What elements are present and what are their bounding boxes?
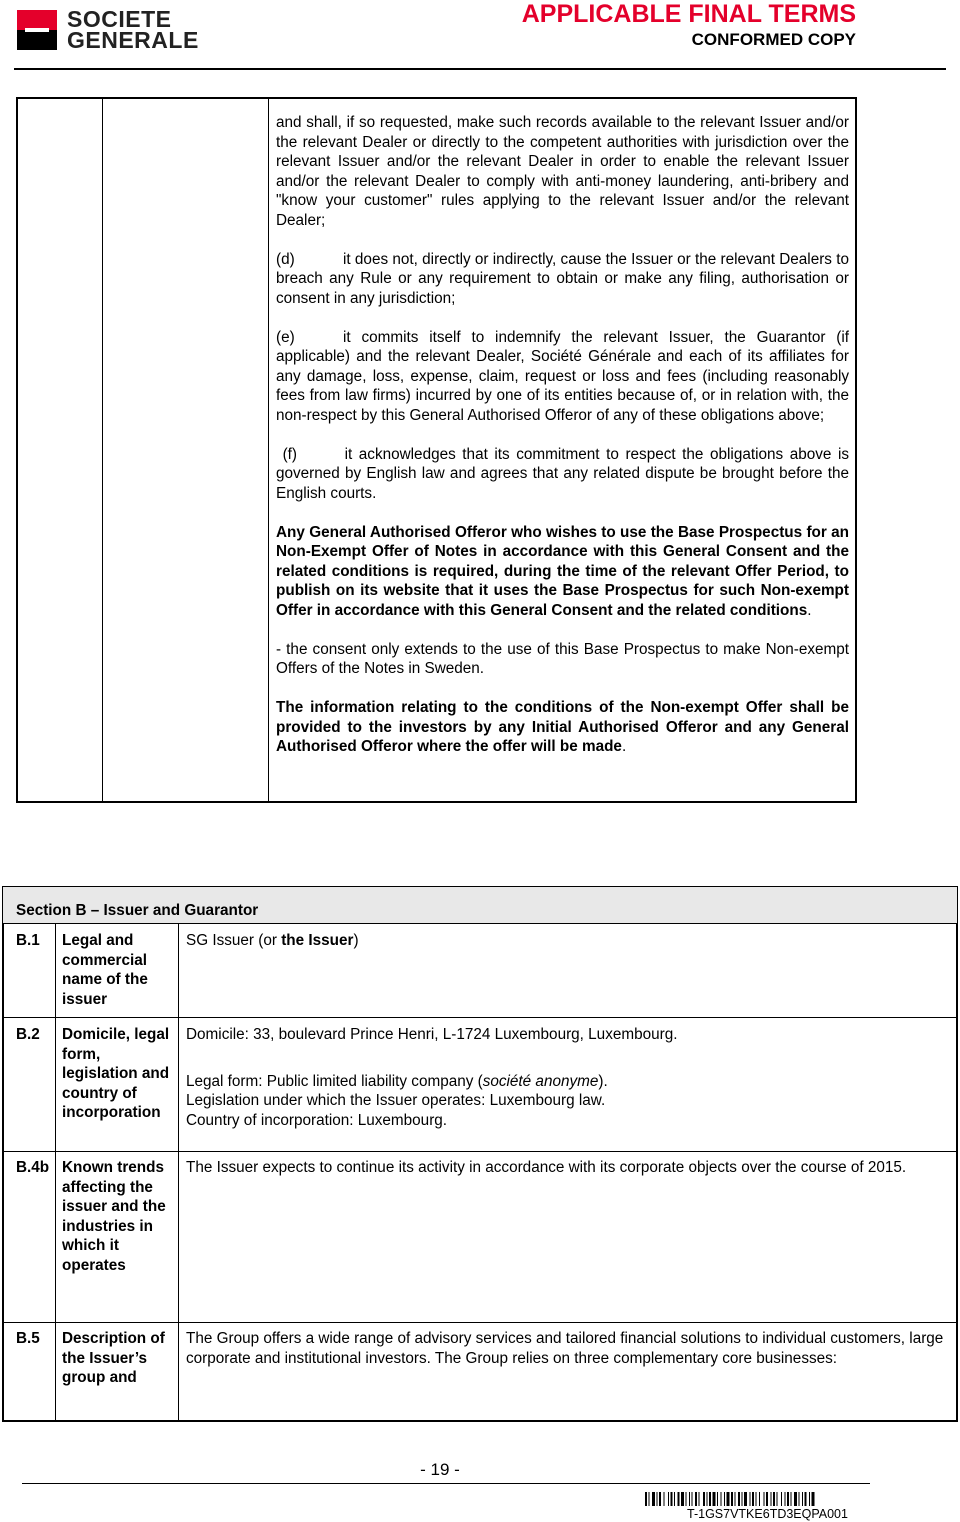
document-reference: T-1GS7VTKE6TD3EQPA001 <box>687 1507 848 1521</box>
document-title: APPLICABLE FINAL TERMS <box>521 0 856 28</box>
item-f-text: it acknowledges that its commitment to respect the obligations above is governed by English law and agrees that any related dispute be brought before the English courts. <box>276 445 850 502</box>
general-consent-paragraph: Any General Authorised Offeror who wishes to use the Base Prospectus for an Non-Exempt Offer of Notes in accordance with this General Consent and the related conditions is required, during the time of the relevant Offer Period, to publish on its website that it uses the Base Prospectus for such Non-exempt Offer in accordance with this General Consent and the related conditions. <box>276 523 849 619</box>
row-number: B.1 <box>16 932 40 949</box>
consent-text <box>276 113 849 776</box>
table-column-divider <box>268 99 269 801</box>
row-divider <box>3 1151 957 1152</box>
item-f-label: (f) <box>282 445 298 463</box>
country-text: Country of incorporation: Luxembourg. <box>186 1111 448 1129</box>
records-paragraph: and shall, if so requested, make such records available to the relevant Issuer and/or the relevant Dealer or directly to the competent authorities with jurisdiction over the relevant Issuer and/or the relevant Dealer in order to enable the relevant Issuer and/or the relevant Dealer to comply with anti-money laundering, anti-bribery and "know your customer" rules applying to the relevant Issuer and/or the relevant Dealer; <box>276 114 849 229</box>
footer-divider <box>22 1483 870 1484</box>
item-d-label: (d) <box>276 250 295 268</box>
legal-form-text: Legal form: Public limited liability company (société anonyme). <box>186 1072 608 1090</box>
item-e-text: it commits itself to indemnify the relevant Issuer, the Guarantor (if applicable) and the relevant Dealer, Société Générale and each of its affiliates for any damage, loss, expense, claim, request or loss and fees (including reasonably fees from law firms) incurred by one of its entities because of, or in relation with, the non-respect by this General Authorised Offeror of any of these obligations above; <box>276 328 849 424</box>
item-f <box>276 445 849 504</box>
row-text: SG Issuer (or the Issuer) <box>186 932 359 949</box>
item-d-text: it does not, directly or indirectly, cause the Issuer or the relevant Dealers to breach any Rule or any requirement to obtain or make any filing, authorisation or consent in any jurisdiction; <box>276 250 849 307</box>
item-e-label: (e) <box>276 328 295 346</box>
document-subtitle: CONFORMED COPY <box>691 30 856 49</box>
domicile-text: Domicile: 33, boulevard Prince Henri, L-1724 Luxembourg, Luxembourg. <box>186 1026 678 1043</box>
barcode-icon <box>645 1492 890 1508</box>
row-label: Domicile, legal form, legislation and country of incorporation <box>62 1026 170 1121</box>
page-number: - 19 - <box>420 1460 460 1479</box>
row-text <box>186 1025 948 1130</box>
offer-information-paragraph: The information relating to the conditions of the Non-exempt Offer shall be provided to the investors by any Initial Authorised Offeror and any General Authorised Offeror where the offer will be made. <box>276 699 849 755</box>
table-column-divider <box>55 924 56 1420</box>
section-title: Section B – Issuer and Guarantor <box>16 902 259 919</box>
item-e <box>276 328 849 426</box>
header-divider <box>14 68 946 70</box>
sweden-paragraph: - the consent only extends to the use of this Base Prospectus to make Non-exempt Offers of the Notes in Sweden. <box>276 640 849 677</box>
logo-wordmark: SOCIETE GENERALE <box>67 6 199 53</box>
row-number: B.5 <box>16 1330 40 1347</box>
societe-generale-logo <box>17 6 227 56</box>
row-label: Known trends affecting the issuer and the industries in which it operates <box>62 1159 166 1274</box>
row-divider <box>3 1017 957 1018</box>
table-column-divider <box>102 99 103 801</box>
row-number: B.2 <box>16 1026 40 1043</box>
row-text: The Group offers a wide range of advisory services and tailored financial solutions to individual customers, large corporate and institutional investors. The Group relies on three complementary core businesses: <box>186 1330 944 1367</box>
row-number: B.4b <box>16 1159 50 1176</box>
logo-mark-icon <box>17 10 57 50</box>
item-d <box>276 250 849 309</box>
row-text: The Issuer expects to continue its activity in accordance with its corporate objects over the course of 2015. <box>186 1159 907 1176</box>
row-label: Legal and commercial name of the issuer <box>62 932 148 1008</box>
table-column-divider <box>178 924 179 1420</box>
row-divider <box>3 1322 957 1323</box>
row-label: Description of the Issuer’s group and <box>62 1330 165 1386</box>
legislation-text: Legislation under which the Issuer operates: Luxembourg law. <box>186 1092 606 1109</box>
